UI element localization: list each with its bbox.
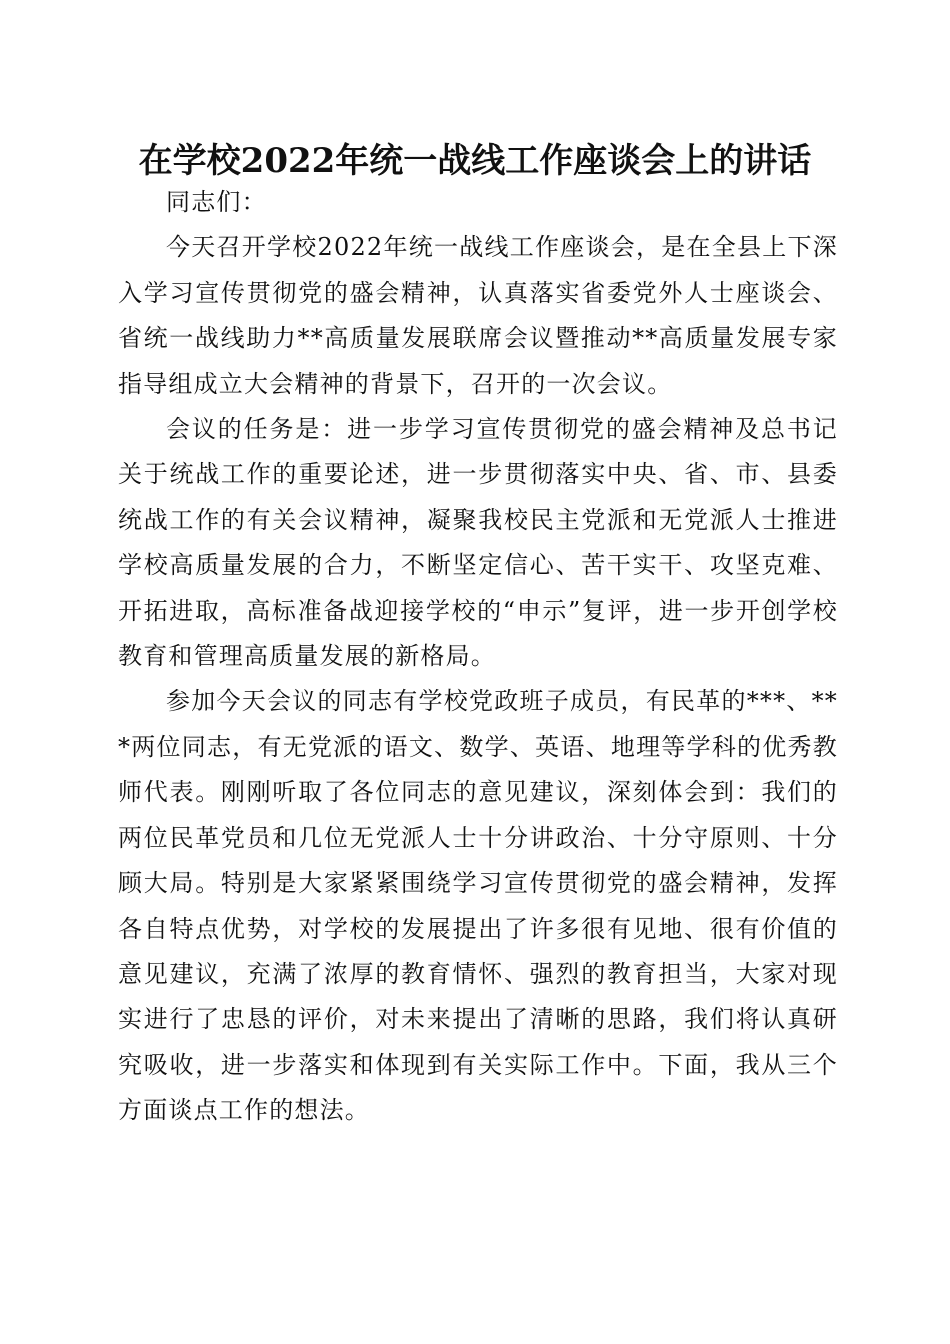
paragraph-3: 参加今天会议的同志有学校党政班子成员，有民革的***、***两位同志，有无党派的语文、数学、英语、地理等学科的优秀教师代表。刚刚听取了各位同志的意见建议，深刻体会到：我们的两位民革党员和几位无党派人士十分讲政治、十分守原则、十分顾大局。特别是大家紧紧围绕学习宣传贯彻党的盛会精神，发挥各自特点优势，对学校的发展提出了许多很有见地、很有价值的意见建议，充满了浓厚的教育情怀、强烈的教育担当，大家对现实进行了忠恳的评价，对未来提出了清晰的思路，我们将认真研究吸收，进一步落实和体现到有关实际工作中。下面，我从三个方面谈点工作的想法。 (118, 687, 838, 1125)
salutation: 同志们： (166, 188, 267, 216)
document-title: 在学校2022年统一战线工作座谈会上的讲话 (138, 141, 812, 181)
paragraph-2: 会议的任务是：进一步学习宣传贯彻党的盛会精神及总书记关于统战工作的重要论述，进一步贯彻落实中央、省、市、县委统战工作的有关会议精神，凝聚我校民主党派和无党派人士推进学校高质量发展的合力，不断坚定信心、苦干实干、攻坚克难、开拓进取，高标准备战迎接学校的“申示”复评，进一步开创学校教育和管理高质量发展的新格局。 (118, 415, 838, 671)
paragraph-1: 今天召开学校2022年统一战线工作座谈会，是在全县上下深入学习宣传贯彻党的盛会精神，认真落实省委党外人士座谈会、省统一战线助力**高质量发展联席会议暨推动**高质量发展专家指导组成立大会精神的背景下，召开的一次会议。 (118, 233, 838, 398)
document-body (118, 180, 838, 1134)
